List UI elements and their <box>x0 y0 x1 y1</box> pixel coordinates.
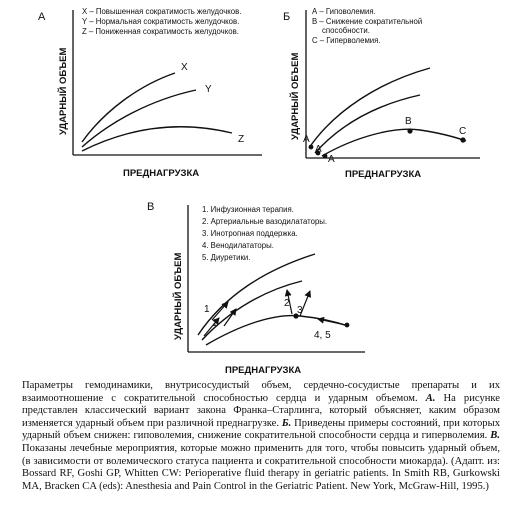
panel-b-legend-c: С – Гиперволемия. <box>312 36 381 45</box>
panel-c-label-1-lower: 1 <box>212 318 218 329</box>
panel-c-legend-5: 5. Диуретики. <box>202 253 251 262</box>
panel-c-curve-middle <box>202 281 302 340</box>
panel-a-legend-y: Y – Нормальная сократимость желудочков. <box>82 17 240 26</box>
panel-b-curve-lower <box>322 129 466 156</box>
panel-c-label-3: 3 <box>297 305 303 316</box>
panel-b-xlabel: ПРЕДНАГРУЗКА <box>345 169 422 180</box>
caption-marker-b: Б. <box>281 417 292 429</box>
panel-a-label-z: Z <box>238 134 245 145</box>
panel-c-point-right <box>345 323 350 328</box>
panel-b-legend-b-cont: способности. <box>322 26 370 35</box>
panel-a-legend-z: Z – Пониженная сократимость желудочков. <box>82 27 239 36</box>
panel-c-legend-4: 4. Венодилататоры. <box>202 241 274 250</box>
panel-b-label-b: B <box>405 116 412 127</box>
panel-a-label-y: Y <box>205 84 212 95</box>
panel-b <box>283 7 480 180</box>
panel-c-label-2: 2 <box>284 298 290 309</box>
panel-c-legend-2: 2. Артериальные вазодилататоры. <box>202 217 328 226</box>
panel-a-ylabel: УДАРНЫЙ ОБЪЕМ <box>58 47 69 135</box>
caption-intro: Параметры гемодинамики, внутрисосудистый объем, сердечно-сосудистые препараты и их взаимоотношение с сократительной способностью сердца и ударным объемом. <box>22 380 500 404</box>
panel-c-legend-3: 3. Инотропная поддержка. <box>202 229 298 238</box>
panel-b-point-c <box>460 137 465 142</box>
panel-c-label-1-upper: 1 <box>204 304 210 315</box>
caption-part-a: На рисунке представлен классический вариант закона Франка–Старлинга, который объясняет, каким образом изменяется ударный объем при различной преднагрузке. <box>22 392 501 429</box>
panel-c <box>147 201 365 376</box>
panel-b-legend-a: А – Гиповолемия. <box>312 7 376 16</box>
panel-c-label-4-5: 4, 5 <box>314 330 331 341</box>
panel-a <box>38 7 262 179</box>
panel-a-curve-z <box>82 127 232 151</box>
panel-c-ylabel: УДАРНЫЙ ОБЪЕМ <box>173 252 184 340</box>
caption-marker-a: А. <box>425 392 436 404</box>
panel-a-curve-x <box>82 73 175 142</box>
panel-a-label-x: X <box>181 62 188 73</box>
caption-part-b: Приведены примеры состояний, при которых ударный объем снижен: гиповолемия, снижение сократительной способности сердца и гиперволемия. <box>22 417 500 442</box>
figure-caption <box>22 380 500 493</box>
panel-b-label-a-mid: A <box>315 144 322 155</box>
panel-a-curve-y <box>82 90 196 147</box>
caption-part-v: Показаны лечебные мероприятия, которые можно применить для того, чтобы повысить ударный объем, (в зависимости от волемического статуса пациента и сократительной способности миокарда). (Адапт. из: Bossard RF, Goshi GP, Whitten CW: Perioperative fluid therapy in geriatric patients. In Smith RB, Gurkowski MA, Bracken CA (eds): Anesthesia and Pain Control in the Geriatric Patient. New York, McGraw-Hill, 1995.) <box>22 442 500 492</box>
panel-b-label-a-upper: A <box>303 134 310 145</box>
panel-c-letter: В <box>147 201 155 213</box>
panel-c-xlabel: ПРЕДНАГРУЗКА <box>225 365 302 376</box>
panel-b-letter: Б <box>283 11 291 23</box>
panel-a-xlabel: ПРЕДНАГРУЗКА <box>123 168 200 179</box>
panel-a-legend-x: X – Повышенная сократимость желудочков. <box>82 7 242 16</box>
panel-b-ylabel: УДАРНЫЙ ОБЪЕМ <box>290 52 301 140</box>
panel-b-point-b <box>407 128 412 133</box>
panel-b-label-a-lower: A <box>328 154 335 165</box>
panel-b-legend-b: В – Снижение сократительной <box>312 17 423 26</box>
panel-a-letter: А <box>38 11 46 23</box>
caption-marker-v: В. <box>490 430 500 442</box>
panel-c-legend-1: 1. Инфузионная терапия. <box>202 205 294 214</box>
panel-b-point-a-lower <box>323 154 328 159</box>
panel-b-point-a-upper <box>309 145 314 150</box>
panel-b-label-c: C <box>459 126 467 137</box>
panel-c-arrow-4-5 <box>318 319 346 325</box>
